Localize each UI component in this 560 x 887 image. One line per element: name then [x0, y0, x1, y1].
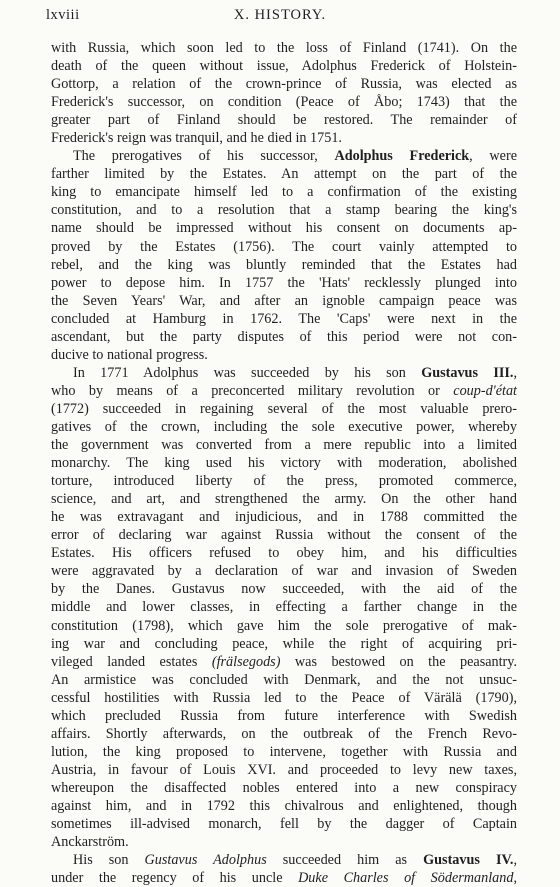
text-segment: who by means of a preconcerted military revolution or	[51, 382, 454, 399]
text-line: rebel, and the king was bluntly reminded that the Estates had	[51, 256, 517, 273]
text-segment: In 1771 Adolphus was succeeded by his son	[73, 364, 422, 381]
text-line	[51, 653, 517, 671]
text-line: by the Danes. Gustavus now succeeded, with the aid of the	[51, 581, 517, 598]
text-segment: ,	[513, 364, 517, 381]
italic-term: (frälsegods)	[211, 653, 281, 670]
text-line	[51, 851, 517, 869]
text-segment: was bestowed on the peasantry.	[280, 653, 517, 670]
text-line: monarchy. The king used his victory with moderation, abolished	[51, 455, 517, 472]
text-line: whereupon the disaffected nobles entered into a new conspiracy	[51, 779, 517, 796]
text-line: Anckarström.	[51, 834, 129, 851]
bold-name: Gustavus III.	[421, 364, 514, 381]
text-line: science, and art, and strengthened the army. On the other hand	[51, 491, 517, 508]
italic-term: Duke Charles of Södermanland	[298, 870, 514, 887]
bold-name: Adolphus Frederick	[334, 148, 470, 165]
text-line: cessful hostilities with Russia led to the Peace of Värälä (1790),	[51, 689, 517, 706]
text-line: Frederick's successor, on condition (Peace of Åbo; 1743) that the	[51, 94, 517, 111]
text-line: torture, introduced liberty of the press, promoted commerce,	[51, 473, 517, 490]
text-line: ing war and concluding peace, while the right of acquiring pri-	[51, 635, 517, 652]
text-line	[51, 382, 517, 400]
bold-name: Gustavus IV.	[423, 852, 514, 869]
text-segment: ,	[513, 852, 517, 869]
text-segment: The prerogatives of his successor,	[73, 148, 335, 165]
page-header	[46, 3, 514, 25]
text-line: error of declaring war against Russia without the consent of the	[51, 527, 517, 544]
text-segment: ,	[513, 870, 517, 887]
text-segment: vileged landed estates	[51, 653, 212, 670]
text-line: farther limited by the Estates. An attempt on the part of the	[51, 166, 517, 183]
text-line: proved by the Estates (1756). The court vainly attempted to	[51, 238, 517, 255]
text-line: constitution, and to a resolution that a stamp bearing the king's	[51, 202, 517, 219]
text-line: sometimes ill-advised monarch, fell by the dagger of Captain	[51, 816, 517, 833]
running-head: X. HISTORY.	[233, 7, 327, 23]
text-line: king to emancipate himself led to a confirmation of the existing	[51, 184, 517, 201]
italic-term: Gustavus Adolphus	[144, 852, 267, 869]
text-line: gatives of the crown, including the sole executive power, whereby	[51, 418, 517, 435]
text-line: (1772) succeeded in regaining several of the most valuable prero-	[51, 400, 517, 417]
text-line: constitution (1798), which gave him the sole prerogative of mak-	[51, 617, 517, 634]
text-line: the government was converted from a mere republic into a limited	[51, 437, 517, 454]
text-line: Frederick's reign was tranquil, and he died in 1751.	[51, 130, 342, 147]
text-line: power to depose him. In 1757 the 'Hats' recklessly plunged into	[51, 274, 517, 291]
text-segment: His son	[73, 852, 145, 869]
text-line: were aggravated by a declaration of war and invasion of Sweden	[51, 563, 517, 580]
text-line: death of the queen without issue, Adolphus Frederick of Holstein-	[51, 58, 517, 75]
text-line: affairs. Shortly afterwards, on the outbreak of the French Revo-	[51, 725, 517, 742]
text-line: against him, and in 1792 this chivalrous and enlightened, though	[51, 797, 517, 814]
text-line: concluded at Hamburg in 1762. The 'Caps' were next in the	[51, 310, 517, 327]
body-text	[51, 39, 517, 887]
text-line: ascendant, but the party disputes of this period were not con-	[51, 328, 517, 345]
text-line: An armistice was concluded with Denmark, and the not unsuc-	[51, 671, 517, 688]
text-line	[51, 147, 517, 165]
italic-term: coup-d'état	[453, 382, 517, 399]
text-line: greater part of Finland should be restored. The remainder of	[51, 112, 517, 129]
text-segment: succeeded him as	[266, 852, 424, 869]
text-line	[51, 869, 517, 887]
text-line: the Seven Years' War, and after an ignoble campaign peace was	[51, 292, 517, 309]
text-segment: under the regency of his uncle	[51, 870, 299, 887]
text-line: ducive to national progress.	[51, 346, 208, 363]
text-line: lution, the king proposed to intervene, together with Russia and	[51, 743, 517, 760]
text-line: name should be impressed without his consent on documents ap-	[51, 220, 517, 237]
text-line: which precluded Russia from future interference with Swedish	[51, 707, 517, 724]
text-line: Austria, in favour of Louis XVI. and proceeded to levy new taxes,	[51, 761, 517, 778]
page-number: lxviii	[46, 7, 80, 23]
text-line: Estates. His officers refused to obey him, and his difficulties	[51, 545, 517, 562]
text-segment: , were	[469, 148, 517, 165]
text-line: Gottorp, a relation of the crown-prince of Russia, was elected as	[51, 76, 517, 93]
text-line: middle and lower classes, in effecting a farther change in the	[51, 599, 517, 616]
text-line	[51, 364, 517, 382]
text-line: with Russia, which soon led to the loss of Finland (1741). On the	[51, 40, 517, 56]
text-line: he was extravagant and injudicious, and in 1788 committed the	[51, 509, 517, 526]
